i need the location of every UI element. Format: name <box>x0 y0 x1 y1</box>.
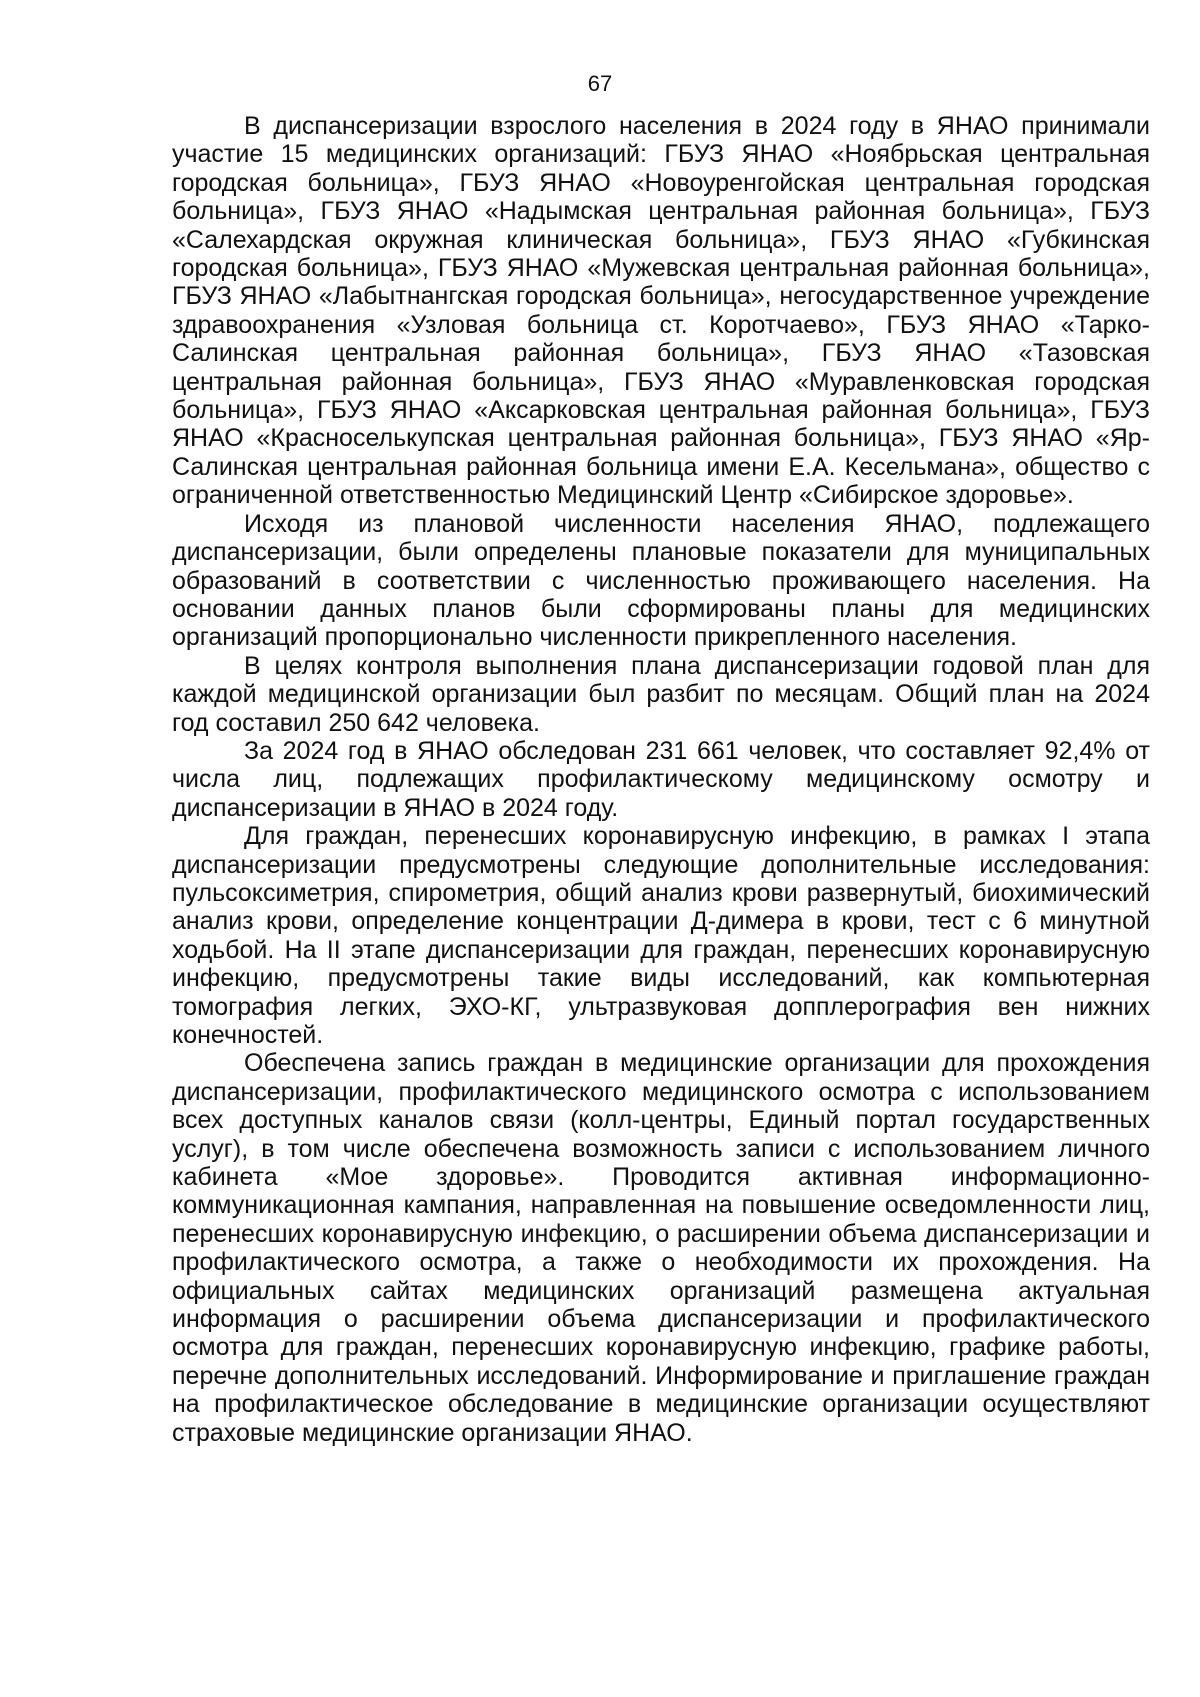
body-text <box>172 112 1150 1447</box>
page-number: 67 <box>587 71 613 96</box>
paragraph-examined-total: За 2024 год в ЯНАО обследован 231 661 человек, что составляет 92,4% от числа лиц, подлежащих профилактическому медицинскому осмотру и диспансеризации в ЯНАО в 2024 году. <box>172 736 1150 822</box>
paragraph-registration-and-informing: Обеспечена запись граждан в медицинские организации для прохождения диспансеризации, профилактического медицинского осмотра с использованием всех доступных каналов связи (колл-центры, Единый портал государственных услуг), в том числе обеспечена возможность записи с использованием личного кабинета «Мое здоровье». Проводится активная информационно-коммуникационная кампания, направленная на повышение осведомленности лиц, перенесших коронавирусную инфекцию, о расширении объема диспансеризации и профилактического осмотра, а также о необходимости их прохождения. На официальных сайтах медицинских организаций размещена актуальная информация о расширении объема диспансеризации и профилактического осмотра для граждан, перенесших коронавирусную инфекцию, графике работы, перечне дополнительных исследований. Информирование и приглашение граждан на профилактическое обследование в медицинские организации осуществляют страховые медицинские организации ЯНАО. <box>172 1049 1150 1447</box>
paragraph-monthly-plan: В целях контроля выполнения плана диспансеризации годовой план для каждой медицинской организации был разбит по месяцам. Общий план на 2024 год составил 250 642 человека. <box>172 651 1150 737</box>
paragraph-covid-additional-tests: Для граждан, перенесших коронавирусную инфекцию, в рамках I этапа диспансеризации предусмотрены следующие дополнительные исследования: пульсоксиметрия, спирометрия, общий анализ крови развернутый, биохимический анализ крови, определение концентрации Д-димера в крови, тест с 6 минутной ходьбой. На II этапе диспансеризации для граждан, перенесших коронавирусную инфекцию, предусмотрены такие виды исследований, как компьютерная томография легких, ЭХО-КГ, ультразвуковая допплерография вен нижних конечностей. <box>172 822 1150 1049</box>
paragraph-plan-indicators: Исходя из плановой численности населения ЯНАО, подлежащего диспансеризации, были определены плановые показатели для муниципальных образований в соответствии с численностью проживающего населения. На основании данных планов были сформированы планы для медицинских организаций пропорционально численности прикрепленного населения. <box>172 509 1150 652</box>
paragraph-participating-organizations: В диспансеризации взрослого населения в 2024 году в ЯНАО принимали участие 15 медицинских организаций: ГБУЗ ЯНАО «Ноябрьская центральная городская больница», ГБУЗ ЯНАО «Новоуренгойская центральная городская больница», ГБУЗ ЯНАО «Надымская центральная районная больница», ГБУЗ «Салехардская окружная клиническая больница», ГБУЗ ЯНАО «Губкинская городская больница», ГБУЗ ЯНАО «Мужевская центральная районная больница», ГБУЗ ЯНАО «Лабытнангская городская больница», негосударственное учреждение здравоохранения «Узловая больница ст. Коротчаево», ГБУЗ ЯНАО «Тарко-Салинская центральная районная больница», ГБУЗ ЯНАО «Тазовская центральная районная больница», ГБУЗ ЯНАО «Муравленковская городская больница», ГБУЗ ЯНАО «Аксарковская центральная районная больница», ГБУЗ ЯНАО «Красноселькупская центральная районная больница», ГБУЗ ЯНАО «Яр-Салинская центральная районная больница имени Е.А. Кесельмана», общество с ограниченной ответственностью Медицинский Центр «Сибирское здоровье». <box>172 112 1150 510</box>
